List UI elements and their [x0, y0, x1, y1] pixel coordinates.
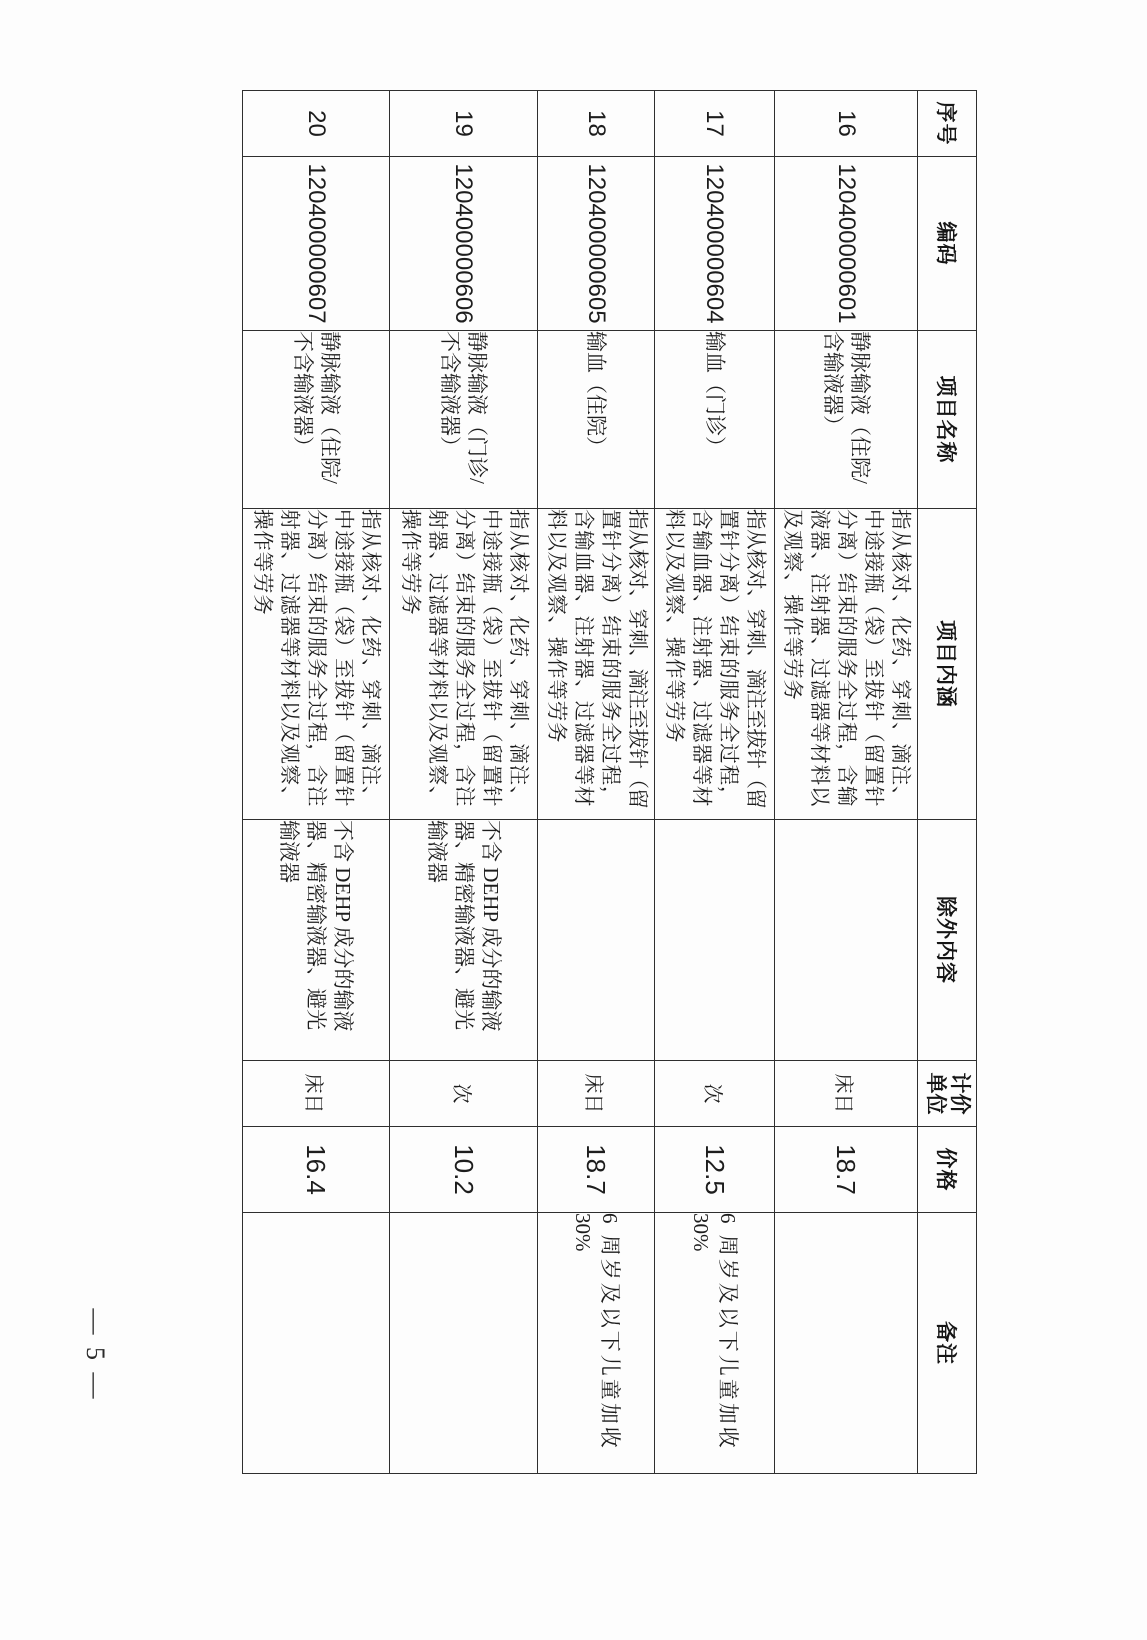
cell-remark: [243, 1213, 390, 1474]
name-line: 静脉输液（门诊/: [465, 331, 490, 484]
header-exclusions: 除外内容: [918, 820, 977, 1061]
exclusion-line: 不含 DEHP 成分的输液: [479, 820, 503, 1032]
cell-code: 120400000606: [390, 157, 538, 331]
cell-content: [390, 509, 538, 820]
cell-remark: [390, 1213, 538, 1474]
exclusion-line: 器、精密输液器、避光: [452, 820, 476, 1030]
exclusion-line: 输液器: [425, 820, 449, 883]
table-row: [243, 91, 390, 1474]
content-line: 指从核对、化药、穿刺、滴注、: [359, 509, 382, 808]
cell-unit: 床日: [538, 1061, 655, 1127]
cell-unit: 次: [390, 1061, 538, 1127]
table-row: [655, 91, 775, 1474]
content-line: 操作等劳务: [251, 509, 274, 616]
exclusion-line: 器、精密输液器、避光: [304, 820, 329, 1030]
content-line: 含输血器、注射器、过滤器等材: [690, 509, 713, 808]
cell-name: [243, 331, 390, 509]
remark-line: 6 周岁及以下儿童加收: [598, 1213, 622, 1451]
cell-content: [775, 509, 918, 820]
cell-code: 120400000601: [775, 157, 918, 331]
exclusion-line: 输液器: [277, 820, 302, 883]
content-line: 射器、过滤器等材料以及观察、: [426, 509, 448, 808]
header-content: 项目内涵: [918, 509, 977, 820]
cell-remark: [655, 1213, 775, 1474]
content-line: 指从核对、化药、穿刺、滴注、: [507, 509, 529, 808]
rotated-table-container: [243, 90, 977, 1465]
cell-content: [538, 509, 655, 820]
header-name: 项目名称: [918, 331, 977, 509]
content-line: 中途接瓶（袋）至拔针（留置针: [480, 509, 502, 808]
cell-index: 18: [538, 91, 655, 157]
name-line: 不含输液器）: [438, 331, 463, 457]
cell-exclusions: [243, 820, 390, 1061]
cell-code: 120400000604: [655, 157, 775, 331]
header-remark: 备注: [918, 1213, 977, 1474]
cell-remark: [775, 1213, 918, 1474]
cell-index: 17: [655, 91, 775, 157]
name-line: 输血（住院）: [584, 331, 609, 457]
header-code: 编码: [918, 157, 977, 331]
content-line: 操作等劳务: [399, 509, 421, 616]
content-line: 中途接瓶（袋）至拔针（留置针: [862, 509, 885, 808]
cell-price: 10.2: [390, 1127, 538, 1213]
cell-price: 16.4: [243, 1127, 390, 1213]
cell-content: [655, 509, 775, 820]
header-index: 序号: [918, 91, 977, 157]
content-line: 及观察、操作等劳务: [781, 509, 804, 701]
content-line: 分离）结束的服务全过程，含注: [453, 509, 475, 808]
name-line: 不含输液器）: [291, 331, 315, 457]
table-row: [538, 91, 655, 1474]
cell-name: [775, 331, 918, 509]
page-number: — 5 —: [81, 1308, 110, 1402]
cell-price: 18.7: [775, 1127, 918, 1213]
remark-line: 30%: [689, 1213, 714, 1252]
cell-unit: 次: [655, 1061, 775, 1127]
header-price: 价格: [918, 1127, 977, 1213]
header-unit-line: 单位: [924, 1072, 947, 1115]
exclusion-line: 不含 DEHP 成分的输液: [331, 820, 356, 1032]
cell-code: 120400000607: [243, 157, 390, 331]
cell-exclusions: [655, 820, 775, 1061]
content-line: 中途接瓶（袋）至拔针（留置针: [332, 509, 355, 808]
price-table: [242, 90, 977, 1474]
cell-exclusions: [390, 820, 538, 1061]
cell-content: [243, 509, 390, 820]
remark-line: 6 周岁及以下儿童加收: [716, 1213, 741, 1451]
cell-index: 20: [243, 91, 390, 157]
cell-unit: 床日: [775, 1061, 918, 1127]
content-line: 指从核对、化药、穿刺、滴注、: [889, 509, 912, 808]
cell-exclusions: [538, 820, 655, 1061]
cell-code: 120400000605: [538, 157, 655, 331]
name-line: 含输液器）: [821, 331, 845, 436]
content-line: 含输血器、注射器、过滤器等材: [572, 509, 594, 808]
content-line: 置针分离）结束的服务全过程，: [599, 509, 621, 808]
cell-remark: [538, 1213, 655, 1474]
content-line: 分离）结束的服务全过程，含输: [835, 509, 858, 808]
cell-name: [538, 331, 655, 509]
content-line: 液器、注射器、过滤器等材料以: [808, 509, 831, 808]
name-line: 静脉输液（住院/: [848, 331, 872, 484]
name-line: 输血（门诊）: [703, 331, 727, 457]
name-line: 静脉输液（住院/: [318, 331, 342, 484]
cell-name: [390, 331, 538, 509]
content-line: 指从核对、穿刺、滴注至拔针（留: [744, 509, 767, 809]
table-row: [775, 91, 918, 1474]
content-line: 射器、过滤器等材料以及观察、: [278, 509, 301, 808]
content-line: 料以及观察、操作等劳务: [663, 509, 686, 744]
cell-index: 16: [775, 91, 918, 157]
cell-unit: 床日: [243, 1061, 390, 1127]
header-unit-line: 计价: [948, 1072, 971, 1115]
remark-line: 30%: [571, 1213, 595, 1252]
cell-price: 12.5: [655, 1127, 775, 1213]
cell-name: [655, 331, 775, 509]
content-line: 指从核对、穿刺、滴注至拔针（留: [626, 509, 648, 809]
cell-price: 18.7: [538, 1127, 655, 1213]
table-header-row: [918, 91, 977, 1474]
content-line: 料以及观察、操作等劳务: [545, 509, 567, 744]
content-line: 分离）结束的服务全过程，含注: [305, 509, 328, 808]
table-row: [390, 91, 538, 1474]
header-unit: [918, 1061, 977, 1127]
content-line: 置针分离）结束的服务全过程，: [717, 509, 740, 808]
cell-index: 19: [390, 91, 538, 157]
cell-exclusions: [775, 820, 918, 1061]
